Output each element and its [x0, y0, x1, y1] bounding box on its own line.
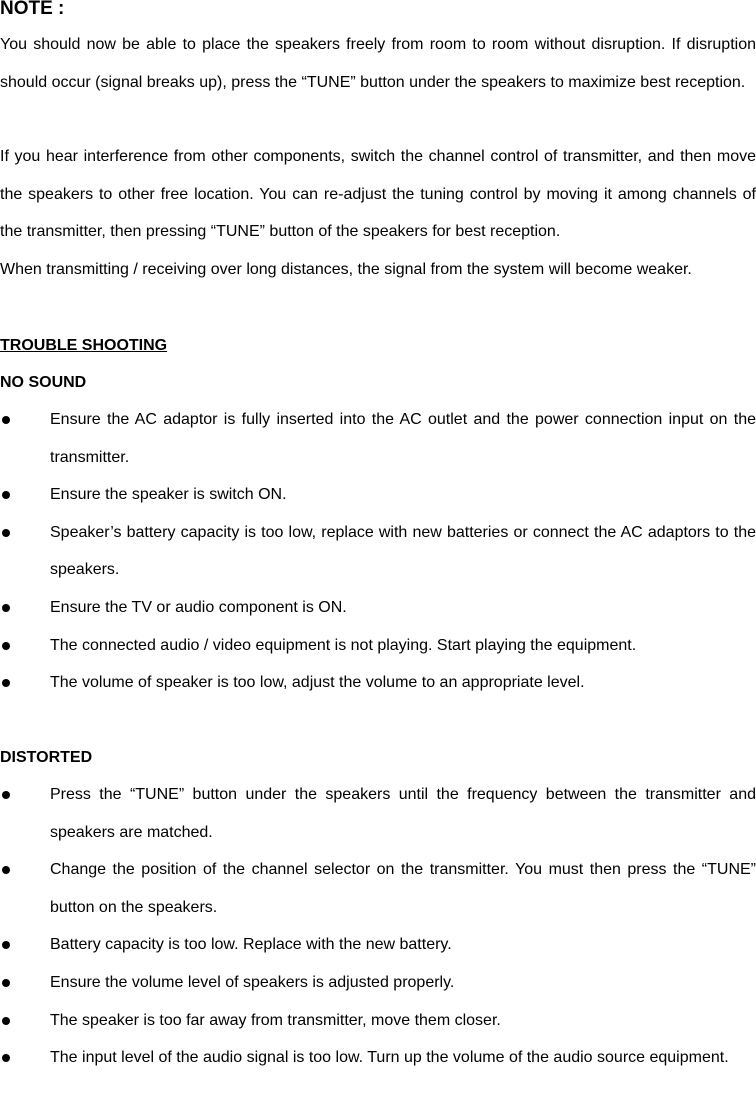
bullet-icon	[2, 529, 10, 537]
note-heading: NOTE :	[0, 0, 65, 19]
bullet-icon	[2, 642, 10, 650]
list-item	[0, 1039, 756, 1077]
list-item-text: Speaker’s battery capacity is too low, replace with new batteries or connect the AC adaptors to the speakers.	[50, 523, 756, 579]
list-item	[0, 926, 756, 964]
list-item	[0, 664, 756, 702]
bullet-icon	[2, 679, 10, 687]
list-item	[0, 476, 756, 514]
no-sound-heading: NO SOUND	[0, 374, 87, 391]
no-sound-list	[0, 401, 756, 702]
list-item-text: Battery capacity is too low. Replace with the new battery.	[50, 936, 452, 954]
list-item-text: Ensure the speaker is switch ON.	[50, 486, 287, 504]
distorted-list	[0, 776, 756, 1077]
note-paragraph-1: You should now be able to place the speakers freely from room to room without disruption. If disruption should occur (signal breaks up), press the “TUNE” button under the speakers to maximize best reception.	[0, 36, 756, 91]
bullet-icon	[2, 1017, 10, 1025]
list-item-text: The speaker is too far away from transmitter, move them closer.	[50, 1011, 501, 1029]
list-item	[0, 776, 756, 851]
list-item-text: The input level of the audio signal is too low. Turn up the volume of the audio source equipment.	[50, 1049, 729, 1067]
bullet-icon	[2, 1054, 10, 1062]
list-item-text: Change the position of the channel selector on the transmitter. You must then press the “TUNE” button on the speakers.	[50, 861, 756, 916]
bullet-icon	[2, 791, 10, 799]
list-item	[0, 964, 756, 1002]
list-item-text: Press the “TUNE” button under the speakers until the frequency between the transmitter and speakers are matched.	[50, 786, 756, 841]
bullet-icon	[2, 491, 10, 499]
list-item-text: Ensure the TV or audio component is ON.	[50, 598, 347, 616]
list-item-text: Ensure the volume level of speakers is adjusted properly.	[50, 973, 455, 991]
list-item	[0, 627, 756, 665]
list-item	[0, 589, 756, 627]
list-item	[0, 514, 756, 589]
list-item	[0, 1002, 756, 1040]
list-item-text: The connected audio / video equipment is not playing. Start playing the equipment.	[50, 636, 637, 654]
bullet-icon	[2, 941, 10, 949]
list-item-text: The volume of speaker is too low, adjust the volume to an appropriate level.	[50, 674, 585, 692]
distorted-heading: DISTORTED	[0, 749, 93, 766]
list-item	[0, 851, 756, 926]
bullet-icon	[2, 866, 10, 874]
bullet-icon	[2, 416, 10, 424]
bullet-icon	[2, 604, 10, 612]
bullet-icon	[2, 979, 10, 987]
note-paragraph-3: When transmitting / receiving over long distances, the signal from the system will become weaker.	[0, 261, 692, 278]
list-item-text: Ensure the AC adaptor is fully inserted into the AC outlet and the power connection input on the transmitter.	[50, 411, 756, 466]
note-paragraph-2: If you hear interference from other components, switch the channel control of transmitter, and then move the speakers to other free location. You can re-adjust the tuning control by moving it among channels of the transmitter, then pressing “TUNE” button of the speakers for best reception.	[0, 148, 756, 241]
list-item	[0, 401, 756, 476]
troubleshooting-heading: TROUBLE SHOOTING	[0, 337, 168, 354]
